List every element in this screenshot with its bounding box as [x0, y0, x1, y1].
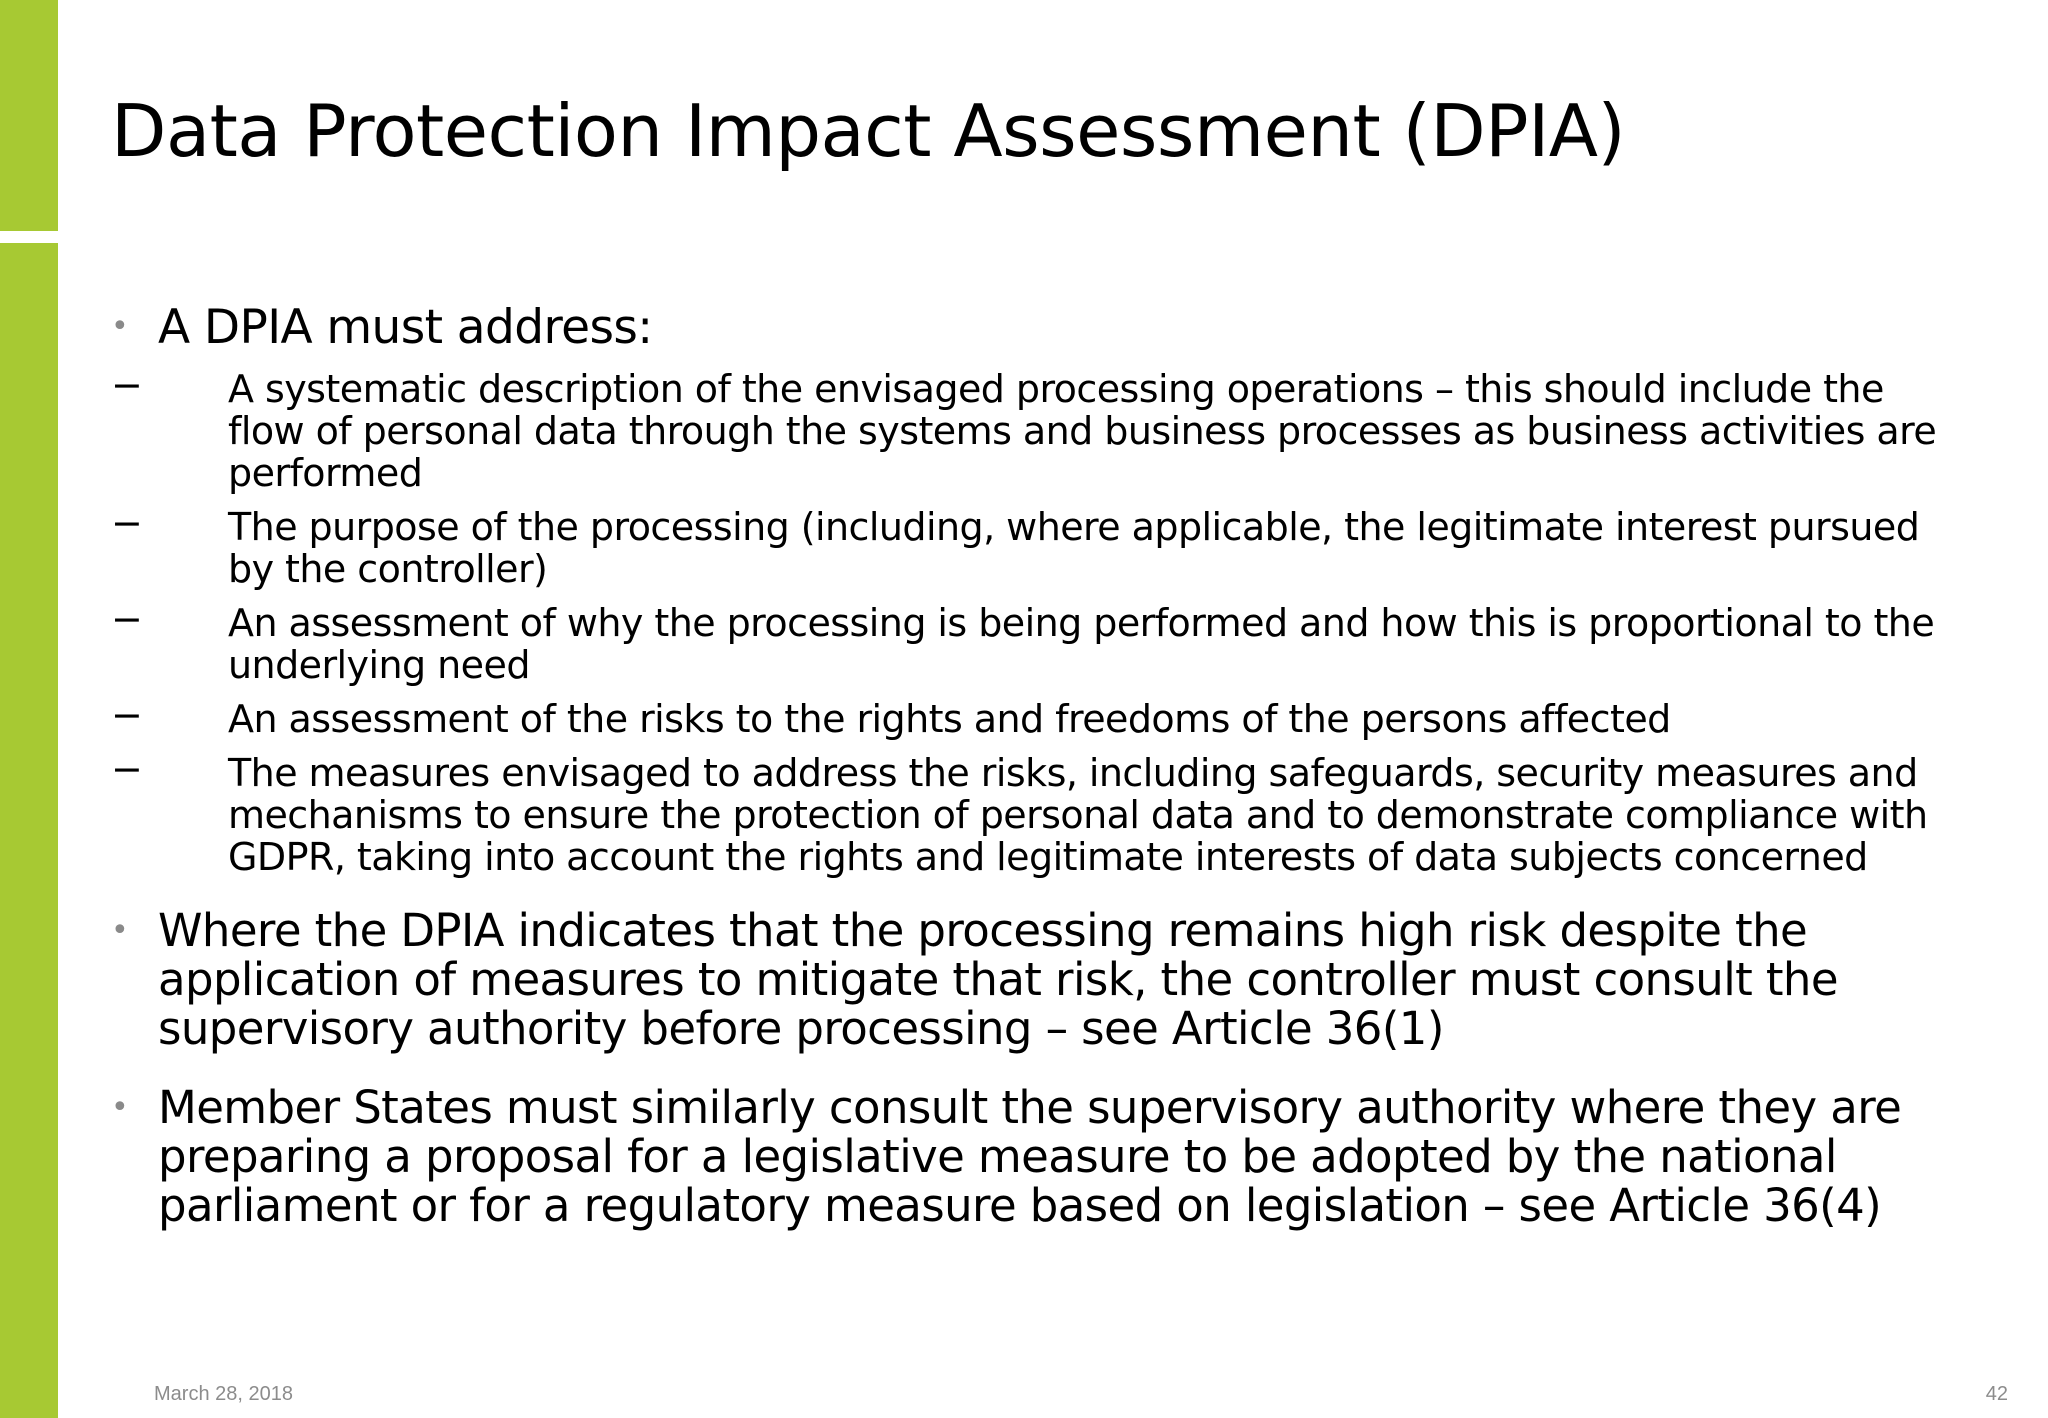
dash-marker: − — [111, 501, 143, 545]
accent-bar-bottom — [0, 243, 58, 1418]
bullet-marker: • — [111, 309, 129, 344]
bullet-item — [111, 298, 1951, 878]
bullet-text: Where the DPIA indicates that the processing remains high risk despite the application of measures to mitigate that risk, the controller must consult the supervisory authority before processing – see Article 36(1) — [158, 904, 1838, 1055]
sub-list-item — [111, 693, 1951, 741]
sub-item-text: The measures envisaged to address the risks, including safeguards, security measures and mechanisms to ensure the protection of personal data and to demonstrate compliance with GDPR, taking into account the rights and legitimate interests of data subjects concerned — [228, 751, 1928, 879]
slide-title: Data Protection Impact Assessment (DPIA) — [111, 89, 1626, 173]
bullet-marker: • — [111, 913, 129, 948]
sub-item-text: An assessment of the risks to the rights and freedoms of the persons affected — [228, 697, 1671, 741]
sub-list-item — [111, 501, 1951, 591]
sub-item-text: The purpose of the processing (including, where applicable, the legitimate interest pursued by the controller) — [228, 505, 1920, 591]
accent-bar-top — [0, 0, 58, 231]
dash-marker: − — [111, 693, 143, 737]
dash-marker: − — [111, 747, 143, 791]
sub-item-text: A systematic description of the envisaged processing operations – this should include the flow of personal data through the systems and business processes as business activities are performed — [228, 367, 1937, 495]
bullet-marker: • — [111, 1090, 129, 1125]
slide-content — [111, 298, 1951, 1230]
bullet-item — [111, 1083, 1951, 1230]
dash-marker: − — [111, 363, 143, 407]
footer-page-number: 42 — [1985, 1383, 2008, 1405]
bullet-text: A DPIA must address: — [158, 300, 653, 355]
sub-list-item — [111, 747, 1951, 879]
sub-list — [111, 363, 1951, 879]
bullet-item — [111, 906, 1951, 1053]
bullet-text: Member States must similarly consult the supervisory authority where they are preparing a proposal for a legislative measure to be adopted by the national parliament or for a regulatory measure based on legislation – see Article 36(4) — [158, 1081, 1902, 1232]
sub-item-text: An assessment of why the processing is being performed and how this is proportional to the underlying need — [228, 601, 1935, 687]
sub-list-item — [111, 597, 1951, 687]
dash-marker: − — [111, 597, 143, 641]
footer-date: March 28, 2018 — [154, 1383, 293, 1405]
sub-list-item — [111, 363, 1951, 495]
